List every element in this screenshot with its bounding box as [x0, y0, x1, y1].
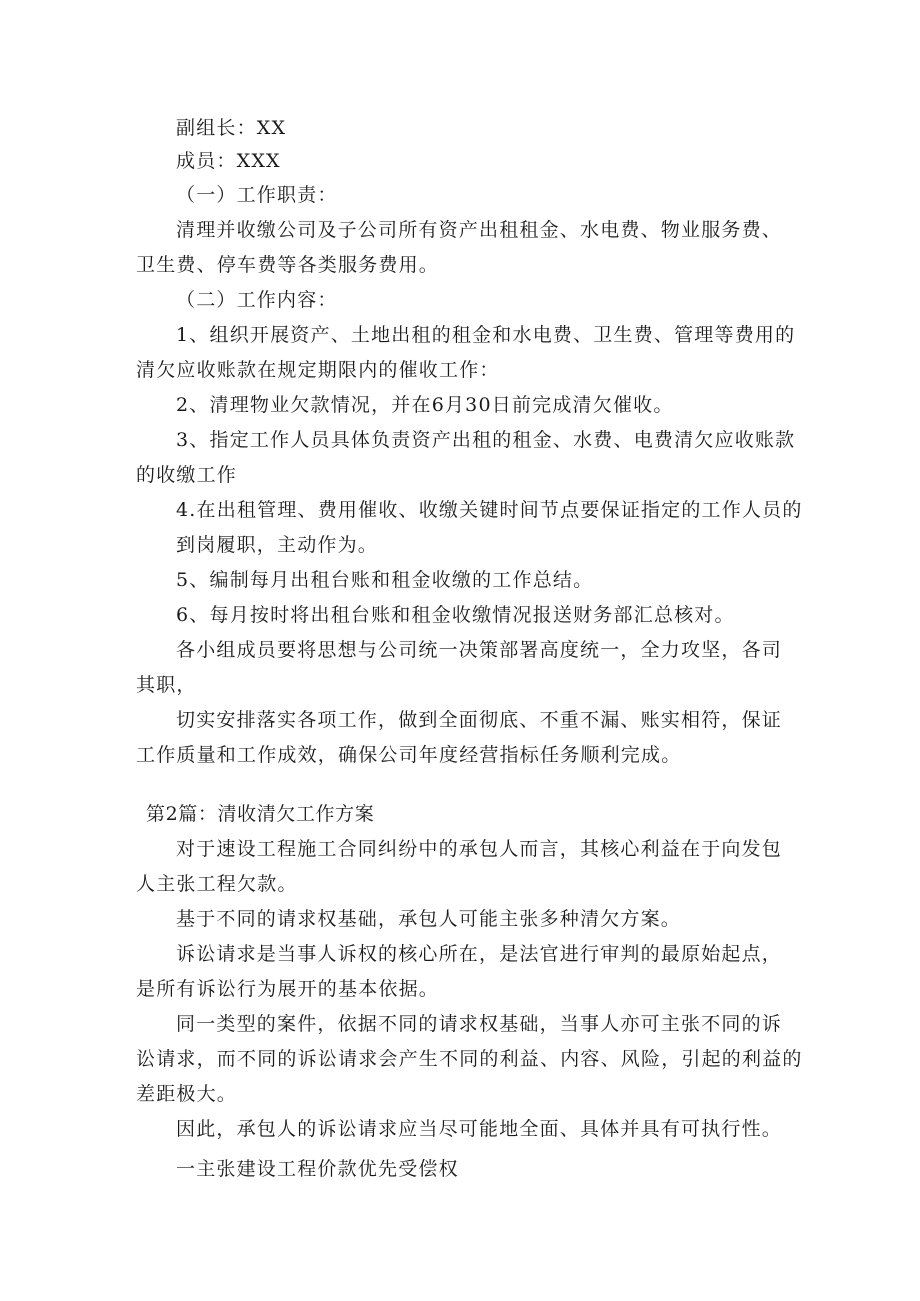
list-item-3: 3、指定工作人员具体负责资产出租的租金、水费、电费清欠应收账款	[176, 429, 796, 451]
paragraph-line: 差距极大。	[136, 1083, 238, 1105]
list-item-6: 6、每月按时将出租台账和租金收缴情况报送财务部汇总核对。	[176, 604, 735, 626]
section-heading-duties: （一）工作职责：	[176, 184, 338, 206]
list-item-2: 2、清理物业欠款情况，并在6月30日前完成清欠催收。	[176, 394, 674, 416]
paragraph-line: 各小组成员要将思想与公司统一决策部署高度统一，全力攻坚，各司	[176, 639, 783, 661]
section-heading-content: （二）工作内容：	[176, 289, 338, 311]
list-item-1: 1、组织开展资产、土地出租的租金和水电费、卫生费、管理等费用的	[176, 324, 796, 346]
list-item-5: 5、编制每月出租台账和租金收缴的工作总结。	[176, 569, 594, 591]
paragraph-line: 卫生费、停车费等各类服务费用。	[136, 254, 440, 276]
paragraph-line: 同一类型的案件，依据不同的请求权基础，当事人亦可主张不同的诉	[176, 1013, 783, 1035]
paragraph-line: 基于不同的请求权基础，承包人可能主张多种清欠方案。	[176, 908, 682, 930]
chapter-heading: 第2篇：清收清欠工作方案	[146, 803, 375, 825]
vice-leader-line: 副组长：XX	[176, 117, 287, 139]
paragraph-line: 讼请求，而不同的诉讼请求会产生不同的利益、内容、风险，引起的利益的	[136, 1048, 803, 1070]
list-item-4-cont: 到岗履职，主动作为。	[176, 534, 379, 556]
paragraph-line: 一主张建设工程价款优先受偿权	[176, 1158, 459, 1180]
paragraph-line: 人主张工程欠款。	[136, 873, 298, 895]
paragraph-line: 对于速设工程施工合同纠纷中的承包人而言，其核心利益在于向发包	[176, 838, 783, 860]
paragraph-line: 切实安排落实各项工作，做到全面彻底、不重不漏、账实相符，保证	[176, 709, 783, 731]
list-item-4: 4.在出租管理、费用催收、收缴关键时间节点要保证指定的工作人员的	[176, 499, 803, 521]
paragraph-line: 工作质量和工作成效，确保公司年度经营指标任务顺利完成。	[136, 744, 682, 766]
paragraph-line: 是所有诉讼行为展开的基本依据。	[136, 978, 440, 1000]
paragraph-line: 清理并收缴公司及子公司所有资产出租租金、水电费、物业服务费、	[176, 219, 783, 241]
members-line: 成员：XXX	[176, 150, 281, 172]
paragraph-line: 诉讼请求是当事人诉权的核心所在，是法官进行审判的最原始起点，	[176, 943, 783, 965]
list-item-1-cont: 清欠应收账款在规定期限内的催收工作：	[136, 359, 500, 381]
paragraph-line: 其职，	[136, 674, 197, 696]
list-item-3-cont: 的收缴工作	[136, 464, 238, 486]
paragraph-line: 因此，承包人的诉讼请求应当尽可能地全面、具体并具有可执行性。	[176, 1118, 783, 1140]
